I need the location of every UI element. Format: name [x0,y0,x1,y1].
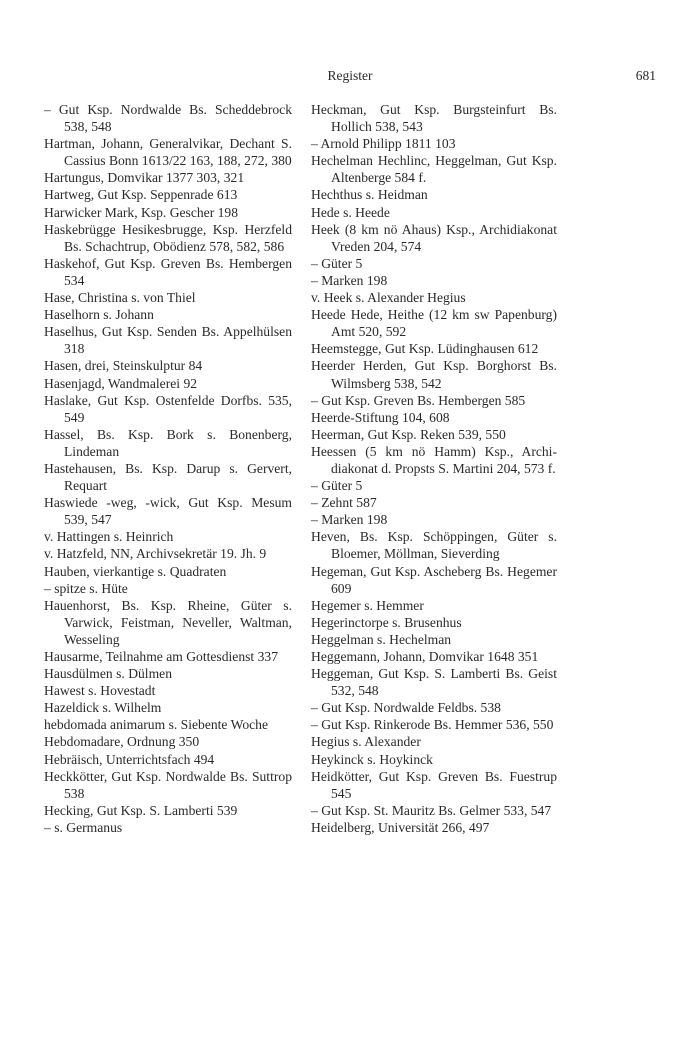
index-entry: – Gut Ksp. Greven Bs. Hembergen 585 [311,392,526,408]
index-entry: Hede s. Heede [311,204,390,220]
index-entry: – Gut Ksp. Rinkerode Bs. Hemmer 536, 550 [311,717,554,733]
index-entry: Hartman, Johann, Generalvikar, Dechant S. Cassius Bonn 1613/22 163, 188, 272, 380 [44,136,292,169]
index-entry: Hartungus, Domvikar 1377 303, 321 [44,170,245,186]
index-entry: Hazeldick s. Wilhelm [44,700,162,716]
index-entry: – Marken 198 [311,272,388,288]
index-entry: – Gut Ksp. Nordwalde Bs. Scheddebrock 538, 548 [44,102,292,135]
index-entry: v. Hatzfeld, NN, Archivsekretär 19. Jh. 9 [44,546,267,562]
index-entry: Hawest s. Hovestadt [44,683,156,699]
index-entry: – Gut Ksp. Nordwalde Feldbs. 538 [311,700,501,716]
index-entry: – Güter 5 [311,478,363,494]
index-entry: – Zehnt 587 [311,495,377,511]
index-entry: Heek (8 km nö Ahaus) Ksp., Archidiakonat Vreden 204, 574 [311,221,557,254]
index-entry: Heidelberg, Universität 266, 497 [311,819,490,835]
index-entry: Heemstegge, Gut Ksp. Lüdinghausen 612 [311,341,539,357]
index-entry: Haskehof, Gut Ksp. Greven Bs. Hembergen 534 [44,255,292,288]
index-entry: Haselhus, Gut Ksp. Senden Bs. Appelhülsen 318 [44,324,292,357]
index-entry: v. Heek s. Alexander Hegius [311,290,466,306]
index-entry: Hausarme, Teilnahme am Gottesdienst 337 [44,649,278,664]
index-entry: Hassel, Bs. Ksp. Bork s. Bonenberg, Lindeman [44,426,292,459]
index-entry: – Güter 5 [311,255,363,271]
index-entry: Heckkötter, Gut Ksp. Nordwalde Bs. Suttrop 538 [44,768,292,801]
index-entry: Hartweg, Gut Ksp. Seppenrade 613 [44,187,238,203]
index-entry: Hegemer s. Hemmer [311,597,424,613]
index-entry: – Gut Ksp. St. Mauritz Bs. Gelmer 533, 547 [311,802,552,818]
running-title: Register [327,68,373,83]
page-number: 681 [635,68,656,83]
index-entry: – spitze s. Hüte [44,580,128,596]
index-entry: Haselhorn s. Johann [44,307,154,323]
index-entry: Haslake, Gut Ksp. Ostenfelde Dorfbs. 535, 549 [44,392,292,425]
index-entry: Hauben, vierkantige s. Quadraten [44,563,227,579]
index-entry: Heessen (5 km nö Hamm) Ksp., Archidiakonat d. Propsts S. Martini 204, 573 f. [311,443,557,476]
index-column-left [44,101,292,836]
index-entry: Hegerinctorpe s. Brusenhus [311,614,462,630]
index-entry: Haskebrügge Hesikesbrugge, Ksp. Herzfeld Bs. Schachtrup, Obödienz 578, 582, 586 [44,221,292,254]
index-entry: Heggeman, Gut Ksp. S. Lamberti Bs. Geist 532, 548 [311,666,557,699]
index-entry: Hecking, Gut Ksp. S. Lamberti 539 [44,802,238,818]
index-entry: Hechthus s. Heidman [311,187,428,203]
index-entry: Heykinck s. Hoykinck [311,751,433,767]
index-entry: – Marken 198 [311,512,388,528]
index-entry: Hegeman, Gut Ksp. Ascheberg Bs. Hegemer 609 [311,563,557,596]
index-entry: hebdomada animarum s. Siebente Woche [44,717,269,733]
index-entry: Heede Hede, Heithe (12 km sw Papenburg) Amt 520, 592 [311,307,557,340]
index-entry: Heckman, Gut Ksp. Burgsteinfurt Bs. Hollich 538, 543 [311,102,557,135]
index-entry: Hebdomadare, Ordnung 350 [44,734,200,750]
index-entry: Heerman, Gut Ksp. Reken 539, 550 [311,426,506,442]
index-column-right [311,101,557,836]
index-entry: Hasen, drei, Steinskulptur 84 [44,358,203,374]
index-entry: Hasenjagd, Wandmalerei 92 [44,375,198,391]
index-entry: Heerde-Stiftung 104, 608 [311,409,450,425]
index-entry: v. Hattingen s. Heinrich [44,529,174,545]
index-entry: Hastehausen, Bs. Ksp. Darup s. Gervert, Requart [44,460,292,494]
index-entry: Hegius s. Alexander [311,734,421,750]
index-entry: – s. Germanus [44,819,123,835]
index-entry: Hebräisch, Unterrichtsfach 494 [44,751,215,767]
index-entry: Hechelman Hechlinc, Heggelman, Gut Ksp. Altenberge 584 f. [311,153,557,186]
index-entry: Haswiede -weg, -wick, Gut Ksp. Mesum 539, 547 [44,495,292,528]
index-entry: Heggemann, Johann, Domvikar 1648 351 [311,649,539,664]
index-entry: – Arnold Philipp 1811 103 [311,136,456,152]
page-header [44,68,656,88]
index-entry: Heggelman s. Hechelman [311,631,452,647]
index-entry: Harwicker Mark, Ksp. Gescher 198 [44,204,239,220]
index-entry: Heidkötter, Gut Ksp. Greven Bs. Fuestrup 545 [311,768,557,801]
index-entry: Heven, Bs. Ksp. Schöppingen, Güter s. Bloemer, Möllman, Sieverding [311,529,557,562]
index-entry: Hausdülmen s. Dülmen [44,666,172,682]
index-entry: Heerder Herden, Gut Ksp. Borghorst Bs. Wilmsberg 538, 542 [311,358,557,391]
index-entry: Hauenhorst, Bs. Ksp. Rheine, Güter s. Varwick, Feistman, Neveller, Waltman, Wesseling [44,597,292,647]
index-entry: Hase, Christina s. von Thiel [44,290,196,306]
